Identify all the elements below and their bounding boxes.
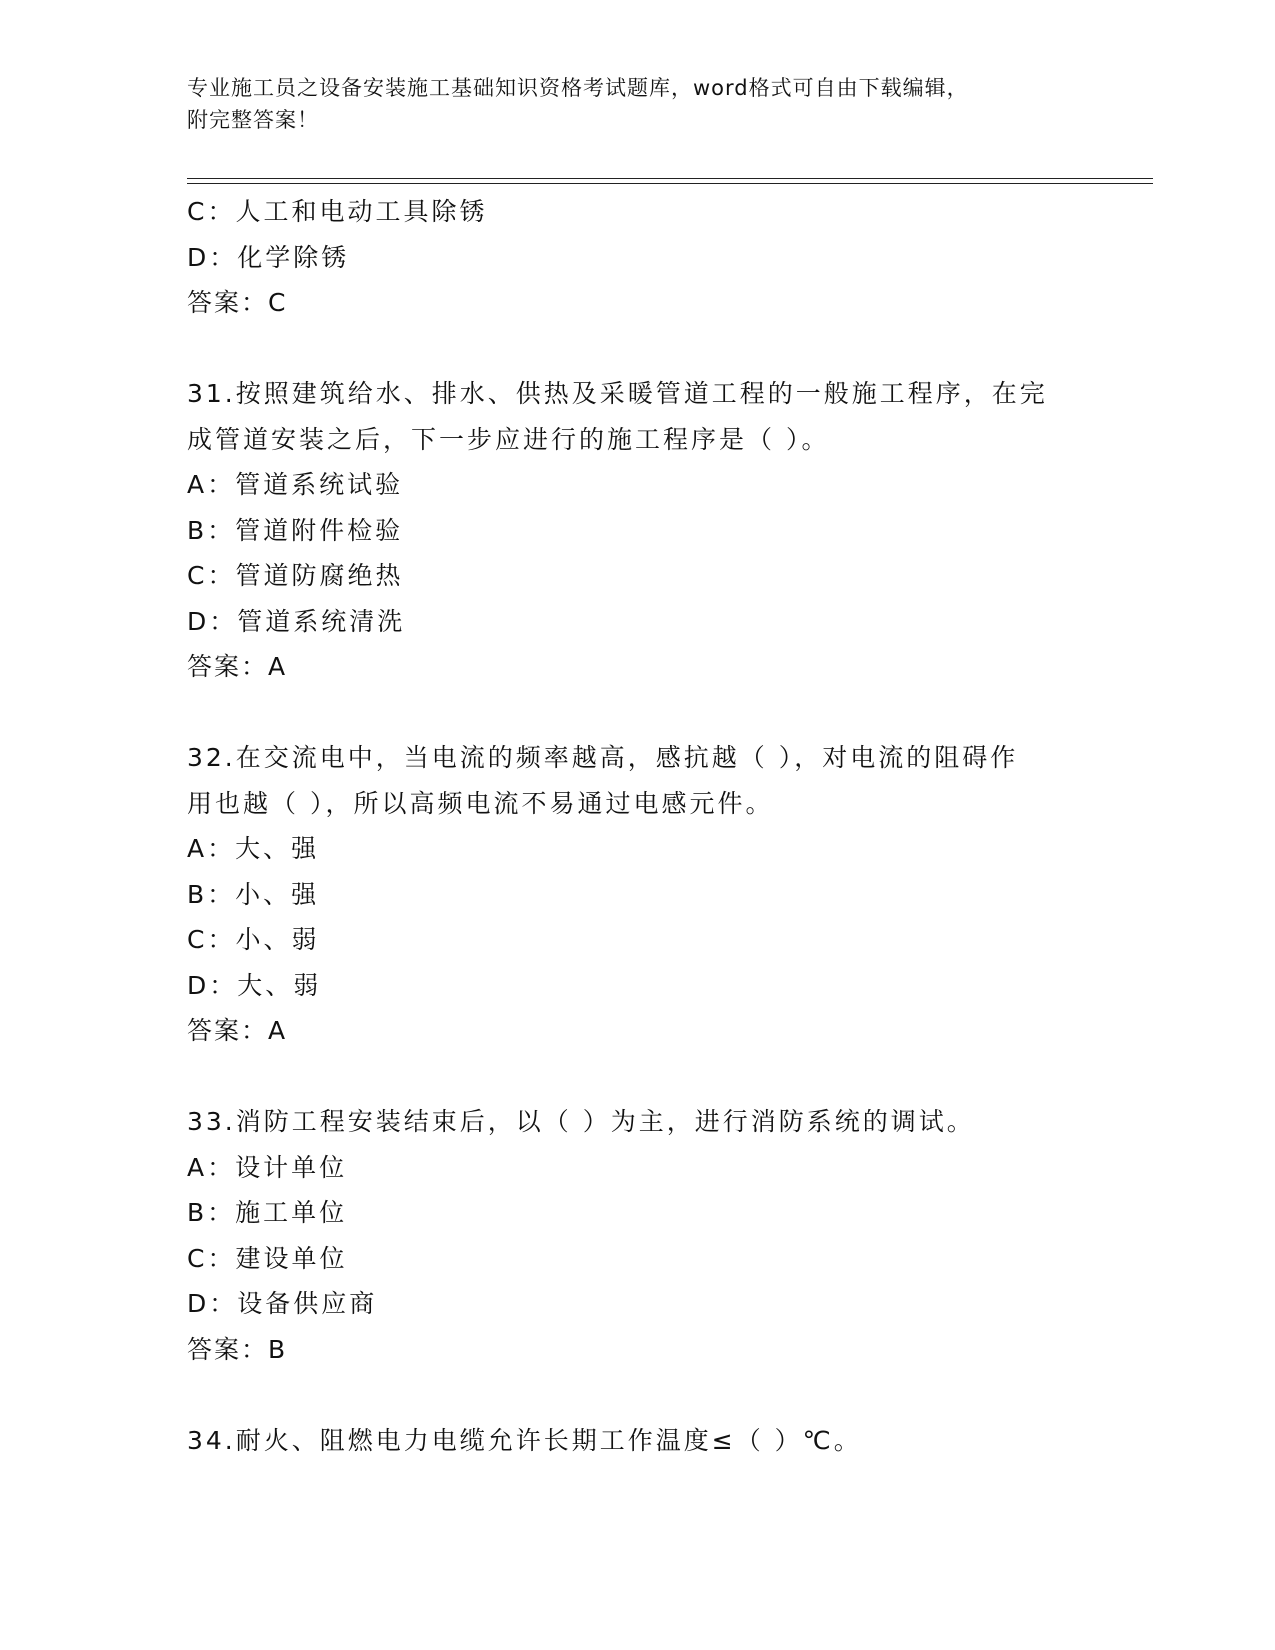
header-line-1: 专业施工员之设备安装施工基础知识资格考试题库，word格式可自由下载编辑， — [187, 76, 969, 100]
option-c: C：建设单位 — [187, 1243, 348, 1273]
answer-line: 答案：A — [187, 652, 288, 681]
option-c: C：小、弱 — [187, 925, 320, 954]
spacer — [187, 1054, 1087, 1100]
prev-question-block — [187, 189, 1087, 326]
spacer — [187, 1372, 1087, 1418]
document-header — [187, 72, 1087, 136]
question-stem-line: 34.耐火、阻燃电力电缆允许长期工作温度≤（ ）℃。 — [187, 1425, 862, 1455]
answer-line: 答案：B — [187, 1334, 288, 1364]
option-a: A：设计单位 — [187, 1152, 348, 1182]
header-divider-bottom — [187, 183, 1153, 184]
question-stem-line: 33.消防工程安装结束后，以（ ）为主，进行消防系统的调试。 — [187, 1107, 975, 1136]
option-b: B：小、强 — [187, 879, 320, 909]
question-stem-line: 用也越（ ），所以高频电流不易通过电感元件。 — [187, 788, 774, 818]
option-d: D：设备供应商 — [187, 1289, 378, 1318]
header-divider-top — [187, 178, 1153, 179]
question-content — [187, 189, 1087, 1463]
question-stem-line: 成管道安装之后，下一步应进行的施工程序是（ ）。 — [187, 424, 830, 454]
question-stem-line: 31.按照建筑给水、排水、供热及采暖管道工程的一般施工程序，在完 — [187, 379, 1048, 408]
spacer — [187, 690, 1087, 736]
header-line-2: 附完整答案！ — [187, 108, 319, 132]
spacer — [187, 326, 1087, 372]
question-32 — [187, 735, 1087, 1054]
answer-line: 答案：C — [187, 288, 288, 317]
option-d: D：化学除锈 — [187, 242, 350, 272]
option-b: B：施工单位 — [187, 1198, 348, 1227]
option-a: A：管道系统试验 — [187, 470, 404, 499]
option-d: D：管道系统清洗 — [187, 606, 406, 636]
answer-line: 答案：A — [187, 1016, 288, 1045]
option-d: D：大、弱 — [187, 970, 322, 1000]
option-c: C：人工和电动工具除锈 — [187, 197, 488, 226]
option-c: C：管道防腐绝热 — [187, 561, 404, 590]
question-33 — [187, 1099, 1087, 1372]
option-a: A：大、强 — [187, 834, 320, 863]
question-31 — [187, 371, 1087, 690]
question-34 — [187, 1418, 1087, 1464]
question-stem-line: 32.在交流电中，当电流的频率越高，感抗越（ ），对电流的阻碍作 — [187, 743, 1019, 772]
option-b: B：管道附件检验 — [187, 515, 404, 545]
